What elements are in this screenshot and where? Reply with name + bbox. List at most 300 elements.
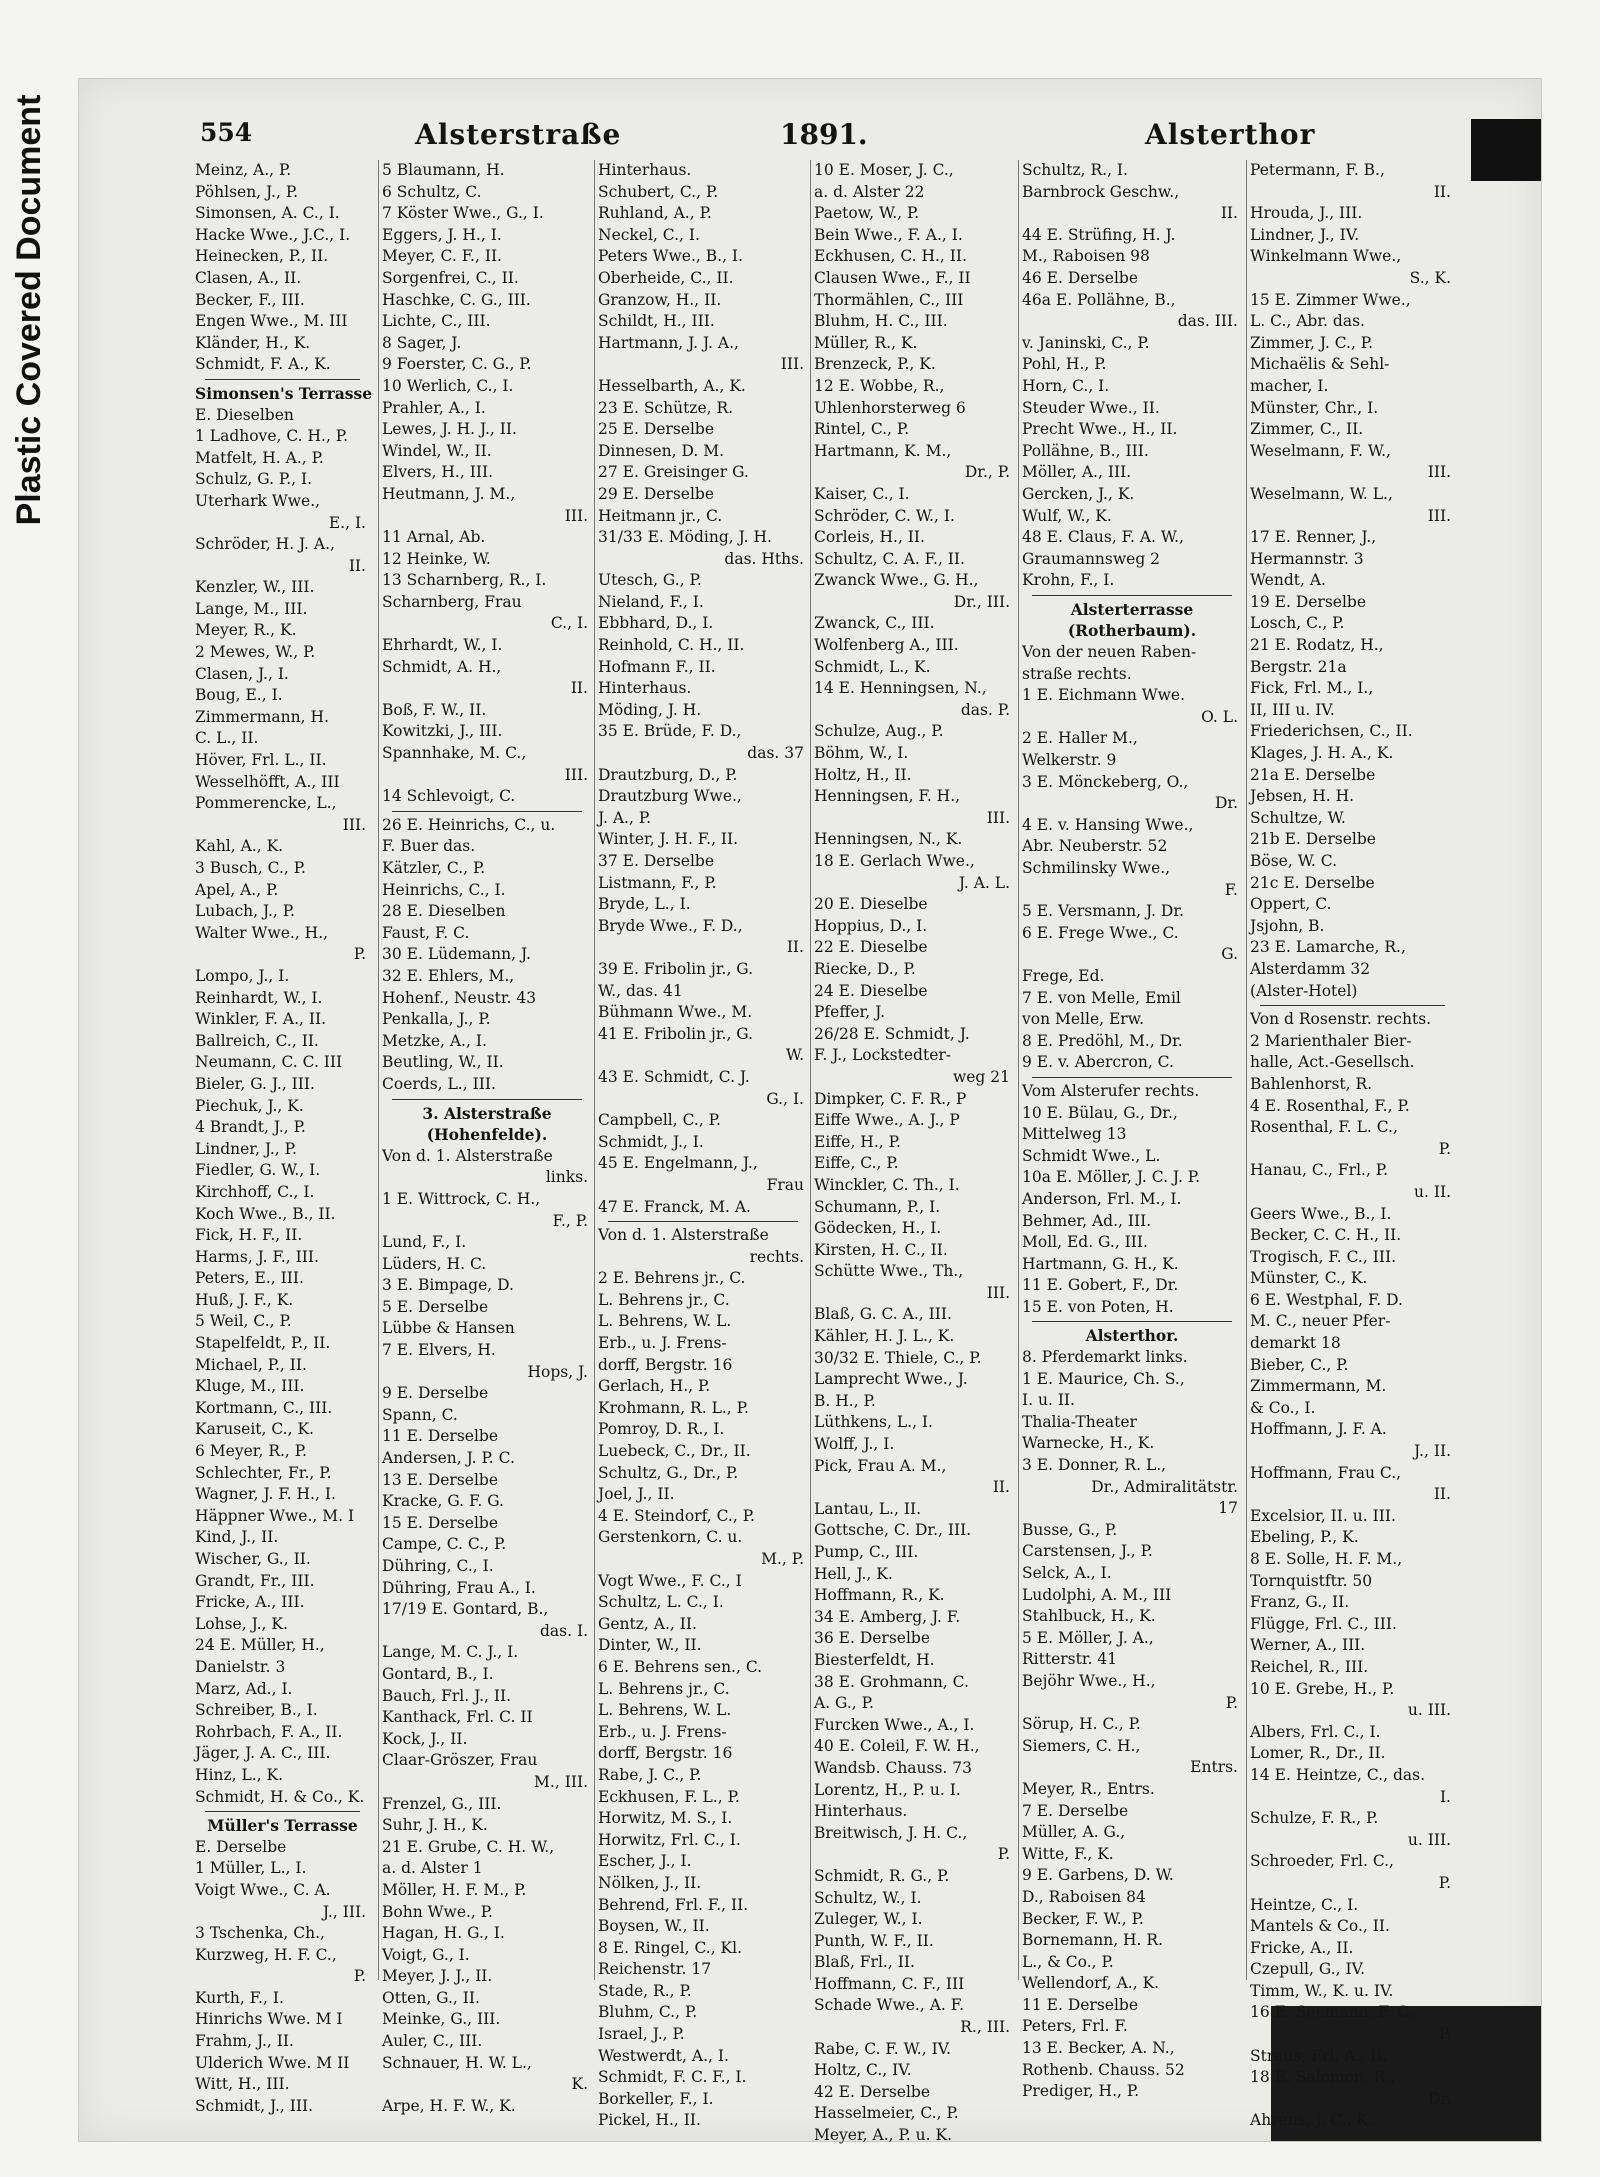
directory-entry: Dr., III. bbox=[953, 592, 1010, 611]
directory-entry: 42 E. Derselbe bbox=[814, 2082, 931, 2101]
section-heading: Alsterthor. bbox=[1085, 1326, 1179, 1346]
directory-entry: Heintze, C., I. bbox=[1250, 1895, 1359, 1914]
directory-entry: v. Janinski, C., P. bbox=[1022, 333, 1150, 352]
directory-entry: Reinhold, C. H., II. bbox=[598, 636, 745, 655]
directory-entry: Rosenthal, F. L. C., bbox=[1250, 1118, 1398, 1137]
directory-entry: Wellendorf, A., K. bbox=[1022, 1974, 1160, 1993]
directory-entry: Werner, A., III. bbox=[1250, 1636, 1366, 1655]
directory-entry: 28 E. Dieselben bbox=[382, 902, 506, 921]
directory-entry: 30/32 E. Thiele, C., P. bbox=[814, 1348, 982, 1367]
directory-entry: Gontard, B., I. bbox=[382, 1664, 494, 1683]
directory-entry: 12 E. Wobbe, R., bbox=[814, 376, 945, 395]
directory-column-1 bbox=[195, 160, 373, 2115]
directory-entry: Penkalla, J., P. bbox=[382, 1010, 491, 1029]
directory-entry: 36 E. Derselbe bbox=[814, 1629, 931, 1648]
directory-entry: Zimmer, C., II. bbox=[1250, 420, 1364, 439]
directory-entry: Pollähne, B., III. bbox=[1022, 441, 1149, 460]
directory-entry: 34 E. Amberg, J. F. bbox=[814, 1607, 961, 1626]
directory-entry: halle, Act.-Gesellsch. bbox=[1250, 1053, 1415, 1072]
directory-entry: Hartmann, J. J. A., bbox=[598, 333, 739, 352]
directory-entry: Clasen, J., I. bbox=[195, 664, 289, 683]
directory-entry: Heitmann jr., C. bbox=[598, 506, 723, 525]
directory-entry: Fick, Frl. M., I., bbox=[1250, 679, 1374, 698]
directory-entry: 15 E. Derselbe bbox=[382, 1513, 499, 1532]
directory-entry: Drautzburg, D., P. bbox=[598, 765, 738, 784]
directory-entry: Möller, H. F. M., P. bbox=[382, 1880, 527, 1899]
directory-entry: P. bbox=[353, 1967, 366, 1986]
directory-entry: Schade Wwe., A. F. bbox=[814, 1996, 965, 2015]
directory-entry: 9 E. Garbens, D. W. bbox=[1022, 1866, 1174, 1885]
directory-entry: Blaß, G. C. A., III. bbox=[814, 1305, 952, 1324]
directory-entry: P. bbox=[1438, 1873, 1451, 1892]
directory-entry: 37 E. Derselbe bbox=[598, 852, 715, 870]
directory-entry: Dühring, C., I. bbox=[382, 1557, 494, 1575]
directory-entry: 18 E. Gerlach Wwe., bbox=[814, 852, 975, 870]
directory-entry: Jsjohn, B. bbox=[1250, 916, 1325, 935]
directory-entry: 29 E. Derselbe bbox=[598, 484, 715, 503]
directory-entry: 25 E. Derselbe bbox=[598, 420, 715, 439]
directory-entry: Bryde, L., I. bbox=[598, 895, 691, 914]
directory-entry: Thormählen, C., III bbox=[814, 290, 964, 309]
directory-entry: Schmidt, R. G., P. bbox=[814, 1866, 950, 1885]
directory-entry: Bluhm, C., P. bbox=[598, 2003, 698, 2022]
directory-entry: Holtz, H., II. bbox=[814, 765, 912, 784]
section-rule bbox=[205, 379, 360, 380]
directory-entry: L. Behrens jr., C. bbox=[598, 1290, 730, 1309]
directory-entry: Scharnberg, Frau bbox=[382, 592, 522, 611]
directory-entry: Bergstr. 21a bbox=[1250, 657, 1347, 676]
directory-entry: Neumann, C. C. III bbox=[195, 1053, 343, 1072]
directory-entry: 6 E. Westphal, F. D. bbox=[1250, 1290, 1403, 1309]
directory-entry: 5 Weil, C., P. bbox=[195, 1312, 292, 1331]
directory-entry: Dimpker, C. F. R., P bbox=[814, 1089, 967, 1108]
directory-entry: Stade, R., P. bbox=[598, 1981, 692, 2000]
directory-entry: W., das. 41 bbox=[598, 981, 683, 1000]
directory-entry: Münster, Chr., I. bbox=[1250, 398, 1379, 417]
directory-entry: Hagan, H. G., I. bbox=[382, 1924, 505, 1943]
directory-entry: Lüders, H. C. bbox=[382, 1254, 487, 1273]
directory-entry: III. bbox=[780, 355, 804, 374]
directory-entry: Straus, Frl. A., II. bbox=[1250, 2046, 1388, 2065]
section-heading: (Rotherbaum). bbox=[1067, 621, 1197, 641]
directory-entry: demarkt 18 bbox=[1250, 1334, 1341, 1353]
directory-entry: Walter Wwe., H., bbox=[195, 923, 329, 942]
directory-entry: E., I. bbox=[328, 513, 366, 532]
directory-entry: Dr., Admiralitätstr. bbox=[1091, 1477, 1238, 1496]
directory-entry: Jebsen, H. H. bbox=[1250, 787, 1355, 806]
directory-entry: 6 Schultz, C. bbox=[382, 182, 482, 201]
directory-entry: P. bbox=[1438, 2025, 1451, 2044]
directory-entry: 31/33 E. Möding, J. H. bbox=[598, 528, 772, 547]
directory-entry: III. bbox=[986, 808, 1010, 827]
directory-entry: Nölken, J., II. bbox=[598, 1873, 702, 1892]
directory-entry: Weselmann, W. L., bbox=[1250, 484, 1393, 503]
directory-entry: Kock, J., II. bbox=[382, 1729, 468, 1748]
directory-entry: Klages, J. H. A., K. bbox=[1250, 744, 1394, 763]
directory-entry: Barnbrock Geschw., bbox=[1022, 182, 1180, 201]
directory-entry: Lindner, J., P. bbox=[195, 1139, 297, 1158]
directory-entry: Hofmann F., II. bbox=[598, 657, 716, 676]
directory-entry: Tornquistftr. 50 bbox=[1250, 1571, 1373, 1590]
directory-entry: Bornemann, H. R. bbox=[1022, 1931, 1164, 1950]
directory-entry: L. Behrens, W. L. bbox=[598, 1701, 732, 1720]
directory-entry: u. III. bbox=[1407, 1830, 1451, 1849]
directory-column-6 bbox=[1250, 160, 1455, 2130]
directory-entry: E. Dieselben bbox=[195, 405, 294, 424]
directory-entry: II. bbox=[348, 556, 366, 575]
directory-entry: 3 E. Donner, R. L., bbox=[1022, 1456, 1167, 1475]
directory-entry: 2 E. Behrens jr., C. bbox=[598, 1269, 746, 1288]
directory-entry: 6 E. Behrens sen., C. bbox=[598, 1657, 763, 1676]
directory-entry: L. Behrens jr., C. bbox=[598, 1679, 730, 1698]
directory-entry: Pohl, H., P. bbox=[1022, 355, 1107, 374]
directory-entry: Lubach, J., P. bbox=[195, 902, 295, 921]
directory-entry: Kracke, G. F. G. bbox=[382, 1492, 504, 1511]
directory-entry: Wandsb. Chauss. 73 bbox=[814, 1758, 973, 1777]
directory-entry: Pommerencke, L., bbox=[195, 794, 337, 813]
directory-entry: Meyer, J. J., II. bbox=[382, 1967, 493, 1986]
directory-entry: 13 Scharnberg, R., I. bbox=[382, 571, 547, 590]
directory-entry: 15 E. von Poten, H. bbox=[1022, 1297, 1174, 1316]
directory-entry: Hoppius, D., I. bbox=[814, 916, 928, 935]
directory-entry: Prahler, A., I. bbox=[382, 398, 486, 417]
directory-entry: 23 E. Schütze, R. bbox=[598, 398, 734, 417]
directory-entry: Kländer, H., K. bbox=[195, 333, 311, 352]
directory-entry: rechts. bbox=[749, 1247, 804, 1266]
directory-entry: Schultz, C. A. F., II. bbox=[814, 549, 965, 568]
directory-entry: III. bbox=[986, 1283, 1010, 1302]
directory-entry: 17 E. Renner, J., bbox=[1250, 528, 1377, 547]
directory-entry: Losch, C., P. bbox=[1250, 614, 1345, 633]
directory-entry: Lorentz, H., P. u. I. bbox=[814, 1780, 961, 1799]
directory-entry: Ludolphi, A. M., III bbox=[1022, 1585, 1172, 1604]
directory-entry: 1 Müller, L., I. bbox=[195, 1859, 307, 1878]
directory-entry: Hasselmeier, C., P. bbox=[814, 2104, 959, 2123]
directory-entry: Hartmann, K. M., bbox=[814, 441, 952, 460]
directory-entry: Metzke, A., I. bbox=[382, 1031, 487, 1050]
directory-entry: 24 E. Müller, H., bbox=[195, 1636, 325, 1655]
directory-entry: Hinz, L., K. bbox=[195, 1765, 284, 1784]
directory-entry: Furcken Wwe., A., I. bbox=[814, 1715, 975, 1734]
directory-entry: Böhm, W., I. bbox=[814, 744, 909, 763]
directory-entry: Reichenstr. 17 bbox=[598, 1960, 712, 1979]
directory-entry: 46 E. Derselbe bbox=[1022, 268, 1139, 287]
directory-entry: Bejöhr Wwe., H., bbox=[1022, 1671, 1156, 1690]
directory-entry: Behrend, Frl. F., II. bbox=[598, 1895, 749, 1914]
directory-entry: Listmann, F., P. bbox=[598, 873, 717, 892]
directory-entry: 1 Ladhove, C. H., P. bbox=[195, 427, 349, 446]
directory-entry: 8 Sager, J. bbox=[382, 333, 462, 352]
directory-entry: 9 Foerster, C. G., P. bbox=[382, 355, 532, 374]
directory-entry: F. bbox=[1224, 880, 1238, 899]
directory-entry: straße rechts. bbox=[1022, 664, 1132, 683]
section-rule bbox=[1032, 595, 1232, 596]
directory-entry: 16 E. Seemann, F. C., bbox=[1250, 2003, 1418, 2022]
directory-entry: Warnecke, H., K. bbox=[1022, 1434, 1155, 1453]
directory-entry: Coerds, L., III. bbox=[382, 1074, 496, 1093]
directory-entry: 5 E. Versmann, J. Dr. bbox=[1022, 902, 1184, 921]
directory-entry: Eiffe, C., P. bbox=[814, 1154, 899, 1173]
directory-entry: Trogisch, F. C., III. bbox=[1250, 1247, 1397, 1266]
directory-entry: Lohse, J., K. bbox=[195, 1614, 288, 1633]
directory-entry: Böse, W. C. bbox=[1250, 852, 1338, 870]
directory-entry: II. bbox=[786, 938, 804, 957]
directory-entry: Schreiber, B., I. bbox=[195, 1701, 318, 1720]
directory-entry: 2 Marienthaler Bier- bbox=[1250, 1031, 1412, 1050]
directory-entry: Becker, C. C. H., II. bbox=[1250, 1226, 1402, 1245]
directory-entry: R., III. bbox=[960, 2018, 1010, 2037]
directory-entry: Rabe, C. F. W., IV. bbox=[814, 2039, 952, 2058]
directory-entry: Kätzler, C., P. bbox=[382, 859, 486, 877]
directory-entry: Lichte, C., III. bbox=[382, 312, 491, 331]
section-rule bbox=[1032, 1077, 1232, 1078]
directory-entry: Münster, C., K. bbox=[1250, 1269, 1368, 1288]
directory-entry: 22 E. Dieselbe bbox=[814, 938, 928, 957]
directory-entry: Ehrhardt, W., I. bbox=[382, 636, 503, 655]
directory-entry: 1 E. Wittrock, C. H., bbox=[382, 1189, 541, 1208]
directory-entry: 13 E. Becker, A. N., bbox=[1022, 2039, 1175, 2058]
directory-entry: Erb., u. J. Frens- bbox=[598, 1334, 727, 1353]
directory-entry: M., Raboisen 98 bbox=[1022, 247, 1150, 266]
directory-entry: Zuleger, W., I. bbox=[814, 1910, 923, 1929]
directory-entry: Kahl, A., K. bbox=[195, 837, 284, 856]
directory-entry: Schmidt, H. & Co., K. bbox=[195, 1787, 365, 1806]
directory-entry: Kind, J., II. bbox=[195, 1528, 279, 1547]
directory-entry: Ebbhard, D., I. bbox=[598, 614, 714, 633]
section-rule bbox=[392, 1099, 582, 1100]
directory-entry: Von der neuen Raben- bbox=[1022, 643, 1197, 662]
directory-entry: Peters, E., III. bbox=[195, 1269, 304, 1288]
directory-entry: Steuder Wwe., II. bbox=[1022, 398, 1160, 417]
directory-entry: 38 E. Grohmann, C. bbox=[814, 1672, 969, 1691]
directory-entry: das. III. bbox=[1177, 312, 1238, 331]
directory-entry: Schultz, W., I. bbox=[814, 1888, 922, 1907]
directory-entry: 39 E. Fribolin jr., G. bbox=[598, 959, 754, 978]
column-divider bbox=[810, 160, 811, 1980]
directory-entry: Häppner Wwe., M. I bbox=[195, 1506, 355, 1525]
column-divider bbox=[378, 160, 379, 1980]
directory-entry: Excelsior, II. u. III. bbox=[1250, 1506, 1396, 1525]
directory-entry: Wendt, A. bbox=[1250, 571, 1326, 590]
directory-entry: Bohn Wwe., P. bbox=[382, 1902, 493, 1921]
directory-entry: Boysen, W., II. bbox=[598, 1917, 710, 1936]
directory-entry: Hinterhaus. bbox=[598, 161, 692, 179]
directory-entry: Heinrichs, C., I. bbox=[382, 880, 506, 899]
directory-entry: Israel, J., P. bbox=[598, 2025, 685, 2044]
directory-entry: Gottsche, C. Dr., III. bbox=[814, 1521, 972, 1540]
directory-entry: Kortmann, C., III. bbox=[195, 1398, 333, 1417]
directory-entry: Flügge, Frl. C., III. bbox=[1250, 1614, 1397, 1633]
directory-entry: 13 E. Derselbe bbox=[382, 1470, 499, 1489]
directory-entry: Geers Wwe., B., I. bbox=[1250, 1204, 1392, 1223]
directory-entry: Schmidt, F. C. F., I. bbox=[598, 2068, 747, 2087]
directory-entry: 6 E. Frege Wwe., C. bbox=[1022, 923, 1179, 942]
column-divider bbox=[1246, 160, 1247, 1980]
directory-entry: Schultz, G., Dr., P. bbox=[598, 1463, 739, 1482]
directory-entry: Stahlbuck, H., K. bbox=[1022, 1607, 1156, 1626]
directory-entry: L. Behrens, W. L. bbox=[598, 1312, 732, 1331]
directory-entry: 26/28 E. Schmidt, J. bbox=[814, 1024, 970, 1043]
directory-entry: 7 E. Elvers, H. bbox=[382, 1341, 496, 1360]
directory-entry: III. bbox=[1427, 463, 1451, 482]
directory-entry: Henningsen, N., K. bbox=[814, 830, 963, 849]
directory-entry: Fiedler, G. W., I. bbox=[195, 1161, 321, 1180]
directory-entry: 24 E. Dieselbe bbox=[814, 981, 928, 1000]
directory-entry: Meinke, G., III. bbox=[382, 2010, 501, 2029]
directory-entry: 5 E. Möller, J. A., bbox=[1022, 1628, 1154, 1647]
directory-column-2 bbox=[382, 160, 592, 2115]
directory-entry: Suhr, J. H., K. bbox=[382, 1816, 488, 1835]
directory-entry: Heutmann, J. M., bbox=[382, 484, 516, 503]
directory-entry: Bahlenhorst, R. bbox=[1250, 1074, 1373, 1093]
directory-entry: Grandt, Fr., III. bbox=[195, 1571, 315, 1590]
section-heading: 3. Alsterstraße bbox=[422, 1103, 552, 1123]
directory-entry: 12 Heinke, W. bbox=[382, 549, 491, 568]
directory-entry: Bein Wwe., F. A., I. bbox=[814, 225, 963, 244]
directory-entry: 20 E. Dieselbe bbox=[814, 895, 928, 914]
directory-entry: Dinter, W., II. bbox=[598, 1636, 702, 1655]
directory-entry: Wolff, J., I. bbox=[814, 1435, 895, 1454]
directory-entry: Zimmermann, M. bbox=[1250, 1377, 1387, 1396]
directory-entry: Schulze, F. R., P. bbox=[1250, 1809, 1379, 1828]
directory-entry: Winkler, F. A., II. bbox=[195, 1010, 327, 1029]
directory-entry: Pöhlsen, J., P. bbox=[195, 182, 299, 201]
directory-entry: Schultz, R., I. bbox=[1022, 161, 1128, 179]
directory-entry: Danielstr. 3 bbox=[195, 1657, 286, 1676]
directory-entry: 14 E. Heintze, C., das. bbox=[1250, 1765, 1426, 1784]
directory-entry: Hoffmann, R., K. bbox=[814, 1586, 945, 1605]
directory-entry: F. J., Lockstedter- bbox=[814, 1046, 952, 1065]
directory-entry: Kowitzki, J., III. bbox=[382, 722, 503, 741]
directory-entry: Bieler, G. J., III. bbox=[195, 1074, 315, 1093]
directory-entry: Corleis, H., II. bbox=[814, 528, 925, 547]
directory-entry: Abr. Neuberstr. 52 bbox=[1022, 837, 1168, 856]
directory-entry: III. bbox=[564, 765, 588, 784]
directory-entry: 11 E. Derselbe bbox=[1022, 1995, 1139, 2014]
directory-entry: Dinnesen, D. M. bbox=[598, 441, 725, 460]
directory-entry: Schildt, H., III. bbox=[598, 312, 715, 331]
directory-entry: weg 21 bbox=[952, 1067, 1010, 1086]
directory-entry: Lange, M., III. bbox=[195, 599, 308, 618]
directory-entry: 32 E. Ehlers, M., bbox=[382, 966, 515, 985]
directory-entry: 17/19 E. Gontard, B., bbox=[382, 1600, 549, 1619]
directory-entry: Kluge, M., III. bbox=[195, 1377, 305, 1396]
directory-entry: Windel, W., II. bbox=[382, 441, 492, 460]
directory-entry: Becker, F., III. bbox=[195, 290, 305, 309]
directory-entry: Eiffe, H., P. bbox=[814, 1132, 901, 1151]
directory-entry: Harms, J. F., III. bbox=[195, 1247, 319, 1266]
directory-entry: K. bbox=[571, 2075, 588, 2094]
directory-entry: Frenzel, G., III. bbox=[382, 1794, 502, 1813]
directory-entry: 3 Tschenka, Ch., bbox=[195, 1924, 325, 1943]
directory-entry: Sörup, H. C., P. bbox=[1022, 1715, 1141, 1734]
directory-entry: Albers, Frl. C., I. bbox=[1250, 1722, 1381, 1741]
directory-entry: Fick, H. F., II. bbox=[195, 1226, 303, 1245]
directory-entry: Drautzburg Wwe., bbox=[598, 787, 742, 806]
directory-entry: Witte, F., K. bbox=[1022, 1844, 1114, 1863]
directory-entry: Lübbe & Hansen bbox=[382, 1319, 515, 1338]
directory-entry: macher, I. bbox=[1250, 376, 1329, 395]
directory-entry: P. bbox=[997, 1845, 1010, 1864]
directory-entry: Schlechter, Fr., P. bbox=[195, 1463, 332, 1482]
directory-entry: Schulz, G. P., I. bbox=[195, 470, 313, 489]
directory-entry: Dr. bbox=[1427, 2089, 1451, 2108]
directory-entry: Joel, J., II. bbox=[598, 1485, 675, 1504]
directory-column-4 bbox=[814, 160, 1014, 2145]
directory-entry: 11 E. Derselbe bbox=[382, 1427, 499, 1446]
section-rule bbox=[1032, 1321, 1232, 1322]
directory-entry: Rothenb. Chauss. 52 bbox=[1022, 2060, 1185, 2079]
directory-entry: Schmidt, L., K. bbox=[814, 657, 931, 676]
directory-entry: Schroeder, Frl. C., bbox=[1250, 1852, 1394, 1871]
directory-entry: Müller, A. G., bbox=[1022, 1823, 1126, 1842]
directory-entry: das. P. bbox=[960, 700, 1010, 719]
directory-entry: (Alster-Hotel) bbox=[1250, 981, 1358, 1000]
directory-entry: 3 E. Bimpage, D. bbox=[382, 1276, 514, 1295]
year-label: 1891. bbox=[780, 118, 868, 151]
directory-entry: Hesselbarth, A., K. bbox=[598, 376, 746, 395]
directory-entry: 43 E. Schmidt, C. J. bbox=[598, 1067, 750, 1086]
directory-entry: Möding, J. H. bbox=[598, 700, 702, 719]
directory-entry: Voigt, G., I. bbox=[382, 1945, 470, 1964]
directory-entry: Otten, G., II. bbox=[382, 1988, 480, 2007]
directory-entry: Utesch, G., P. bbox=[598, 571, 702, 590]
section-rule bbox=[608, 1221, 798, 1222]
directory-entry: 4 Brandt, J., P. bbox=[195, 1118, 306, 1137]
directory-entry: 8 E. Ringel, C., Kl. bbox=[598, 1938, 743, 1957]
directory-entry: das. I. bbox=[539, 1621, 588, 1640]
directory-entry: Hartmann, G. H., K. bbox=[1022, 1254, 1179, 1273]
directory-entry: Holtz, C., IV. bbox=[814, 2061, 912, 2080]
directory-entry: M. C., neuer Pfer- bbox=[1250, 1312, 1391, 1331]
directory-entry: Krohmann, R. L., P. bbox=[598, 1398, 749, 1417]
directory-entry: Breitwisch, J. H. C., bbox=[814, 1823, 968, 1842]
directory-column-3 bbox=[598, 160, 808, 2130]
directory-entry: Reichel, R., III. bbox=[1250, 1657, 1369, 1676]
directory-entry: Andersen, J. P. C. bbox=[382, 1449, 515, 1468]
directory-entry: C., I. bbox=[550, 614, 588, 633]
directory-entry: Uterhark Wwe., bbox=[195, 491, 321, 510]
directory-entry: & Co., I. bbox=[1250, 1398, 1316, 1417]
directory-entry: Wagner, J. F. H., I. bbox=[195, 1485, 336, 1504]
directory-entry: Boug, E., I. bbox=[195, 686, 283, 705]
directory-entry: 11 E. Gobert, F., Dr. bbox=[1022, 1276, 1179, 1295]
directory-entry: Bühmann Wwe., M. bbox=[598, 1003, 753, 1022]
directory-entry: Von d. 1. Alsterstraße bbox=[382, 1146, 553, 1165]
directory-entry: Luebeck, C., Dr., II. bbox=[598, 1442, 751, 1461]
directory-entry: Wischer, G., II. bbox=[195, 1550, 311, 1568]
directory-entry: Prediger, H., P. bbox=[1022, 2082, 1140, 2101]
directory-entry: Schultz, L. C., I. bbox=[598, 1593, 724, 1612]
directory-entry: Henningsen, F. H., bbox=[814, 787, 961, 806]
directory-entry: 7 E. von Melle, Emil bbox=[1022, 988, 1181, 1007]
directory-entry: Wulf, W., K. bbox=[1022, 506, 1112, 525]
directory-entry: Schütte Wwe., Th., bbox=[814, 1262, 964, 1281]
directory-entry: Dühring, Frau A., I. bbox=[382, 1578, 536, 1597]
directory-column-5 bbox=[1022, 160, 1242, 2101]
directory-entry: Huß, J. F., K. bbox=[195, 1290, 294, 1309]
directory-entry: Schmidt, F. A., K. bbox=[195, 355, 331, 374]
directory-entry: J. A. L. bbox=[958, 873, 1010, 892]
directory-entry: Ritterstr. 41 bbox=[1022, 1650, 1118, 1669]
directory-entry: Mantels & Co., II. bbox=[1250, 1917, 1390, 1936]
directory-entry: Stapelfeldt, P., II. bbox=[195, 1334, 331, 1353]
directory-entry: Gercken, J., K. bbox=[1022, 484, 1135, 503]
directory-entry: L. C., Abr. das. bbox=[1250, 312, 1365, 331]
directory-entry: Biesterfeldt, H. bbox=[814, 1650, 935, 1669]
directory-entry: 21 E. Rodatz, H., bbox=[1250, 636, 1384, 655]
directory-entry: Möller, A., III. bbox=[1022, 463, 1132, 482]
